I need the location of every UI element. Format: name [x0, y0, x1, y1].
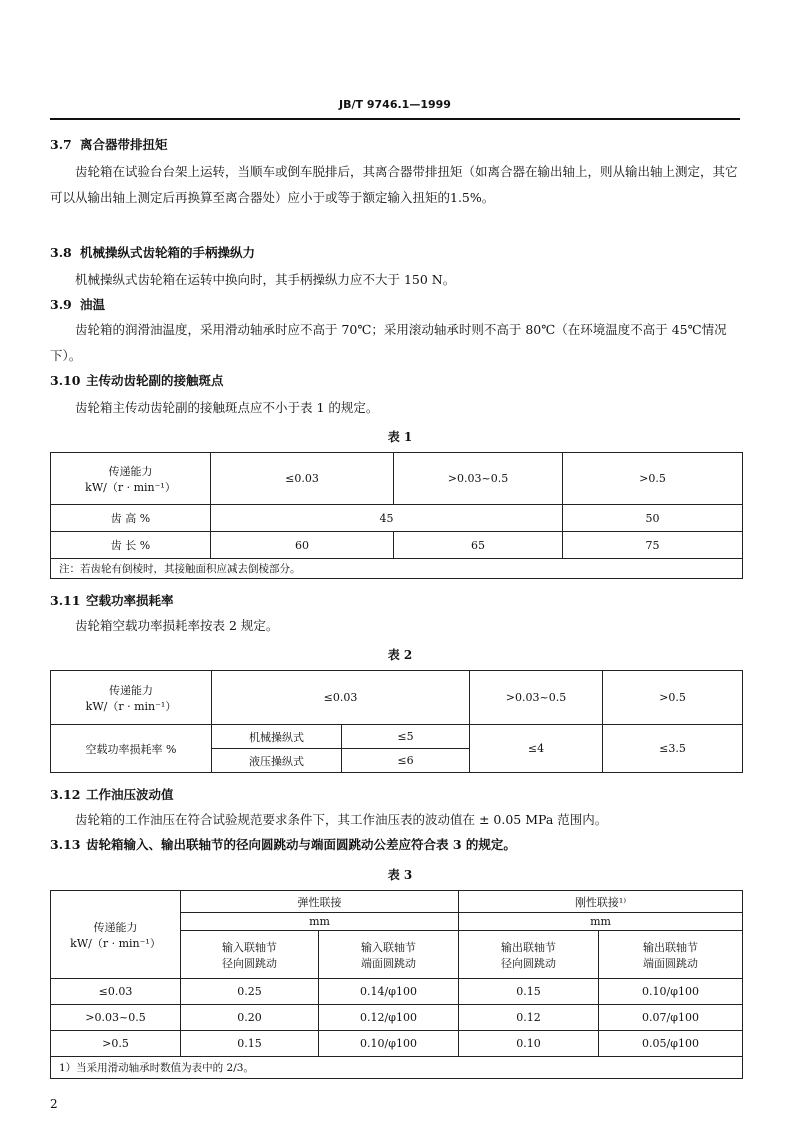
standard-header: JB/T 9746.1—1999: [339, 98, 451, 111]
section-3-12-body: 齿轮箱的工作油压在符合试验规范要求条件下，其工作油压表的波动值在 ± 0.05 MPa 范围内。: [75, 812, 608, 827]
table-cell: 0.10/φ100: [319, 1031, 459, 1057]
table-cell: ≤3.5: [603, 725, 743, 773]
header-cell: 刚性联接¹⁾: [459, 891, 743, 913]
section-number: 3.9: [50, 297, 72, 312]
table-3: [50, 890, 743, 1079]
header-cell: >0.5: [603, 671, 743, 725]
table-cell: 液压操纵式: [212, 749, 342, 773]
table-cell: >0.5: [51, 1031, 181, 1057]
section-3-9-body: 齿轮箱的润滑油温度，采用滑动轴承时应不高于 70℃；采用滚动轴承时则不高于 80℃（在环境温度不高于 45℃情况下）。: [50, 322, 727, 363]
table-2-caption: 表 2: [387, 648, 413, 662]
section-title: 空载功率损耗率: [86, 593, 174, 608]
header-cell: 弹性联接: [181, 891, 459, 913]
header-cell: >0.03~0.5: [394, 453, 563, 505]
table-cell: 0.10: [459, 1031, 599, 1057]
table-2: [50, 670, 743, 773]
section-3-12-heading: [50, 786, 174, 804]
unit-cell: mm: [181, 913, 459, 931]
table-note: 1）当采用滑动轴承时数值为表中的 2/3。: [51, 1057, 743, 1079]
header-rule: [50, 118, 740, 120]
table-cell: 0.20: [181, 1005, 319, 1031]
table-row: [51, 979, 743, 1005]
section-title: 油温: [80, 297, 106, 312]
table-row: [51, 1031, 743, 1057]
row-label: 齿 高 %: [51, 505, 211, 532]
table-cell: 0.15: [459, 979, 599, 1005]
table-cell: 0.14/φ100: [319, 979, 459, 1005]
section-title: 齿轮箱输入、输出联轴节的径向圆跳动与端面圆跳动公差应符合表 3 的规定。: [86, 837, 516, 852]
section-title: 工作油压波动值: [86, 787, 174, 802]
table-row: [51, 891, 743, 913]
table-1-caption: 表 1: [387, 430, 413, 444]
table-cell: ≤6: [342, 749, 470, 773]
table-row: [51, 1005, 743, 1031]
header-cell: 输入联轴节 端面圆跳动: [319, 931, 459, 979]
table-1: [50, 452, 743, 579]
table-row: [51, 559, 743, 579]
section-3-7-heading: [50, 136, 168, 154]
header-cell: >0.03~0.5: [470, 671, 603, 725]
section-title: 机械操纵式齿轮箱的手柄操纵力: [80, 245, 256, 260]
unit-cell: mm: [459, 913, 743, 931]
table-row: [51, 725, 743, 749]
table-cell: 0.05/φ100: [599, 1031, 743, 1057]
table-cell: 75: [563, 532, 743, 559]
table-cell: 60: [211, 532, 394, 559]
section-number: 3.12: [50, 787, 81, 802]
section-3-9-heading: [50, 296, 105, 314]
section-3-10-heading: [50, 372, 224, 390]
section-number: 3.13: [50, 837, 81, 852]
table-cell: 0.12/φ100: [319, 1005, 459, 1031]
header-cell: ≤0.03: [212, 671, 470, 725]
table-cell: 0.07/φ100: [599, 1005, 743, 1031]
table-cell: ≤4: [470, 725, 603, 773]
table-cell: >0.03~0.5: [51, 1005, 181, 1031]
table-cell: 50: [563, 505, 743, 532]
table-cell: 45: [211, 505, 563, 532]
table-cell: 65: [394, 532, 563, 559]
table-row: [51, 453, 743, 505]
header-cell: 输入联轴节 径向圆跳动: [181, 931, 319, 979]
section-number: 3.10: [50, 373, 81, 388]
section-3-11-heading: [50, 592, 174, 610]
table-row: [51, 1057, 743, 1079]
table-cell: 0.15: [181, 1031, 319, 1057]
section-3-7-body: 齿轮箱在试验台台架上运转，当顺车或倒车脱排后，其离合器带排扭矩（如离合器在输出轴上，则从输出轴上测定，其它可以从输出轴上测定后再换算至离合器处）应小于或等于额定输入扭矩的1.5%。: [50, 164, 738, 205]
table-cell: 0.12: [459, 1005, 599, 1031]
table-row: [51, 532, 743, 559]
table-cell: ≤5: [342, 725, 470, 749]
table-cell: 0.25: [181, 979, 319, 1005]
header-cell: 输出联轴节 径向圆跳动: [459, 931, 599, 979]
section-3-10-body: 齿轮箱主传动齿轮副的接触斑点应不小于表 1 的规定。: [75, 400, 379, 415]
section-3-13-heading: [50, 836, 516, 854]
header-cell: 传递能力 kW/（r · min⁻¹）: [51, 891, 181, 979]
table-cell: ≤0.03: [51, 979, 181, 1005]
section-title: 离合器带排扭矩: [80, 137, 168, 152]
section-number: 3.7: [50, 137, 72, 152]
section-3-8-body: 机械操纵式齿轮箱在运转中换向时，其手柄操纵力应不大于 150 N。: [75, 272, 456, 287]
header-cell: 输出联轴节 端面圆跳动: [599, 931, 743, 979]
row-label: 齿 长 %: [51, 532, 211, 559]
table-3-caption: 表 3: [387, 868, 413, 882]
header-cell: 传递能力 kW/（r · min⁻¹）: [51, 671, 212, 725]
table-cell: 0.10/φ100: [599, 979, 743, 1005]
table-cell: 机械操纵式: [212, 725, 342, 749]
header-cell: >0.5: [563, 453, 743, 505]
header-cell: ≤0.03: [211, 453, 394, 505]
section-number: 3.11: [50, 593, 81, 608]
section-title: 主传动齿轮副的接触斑点: [86, 373, 224, 388]
row-label: 空载功率损耗率 %: [51, 725, 212, 773]
table-row: [51, 505, 743, 532]
header-cell: 传递能力 kW/（r · min⁻¹）: [51, 453, 211, 505]
section-3-11-body: 齿轮箱空载功率损耗率按表 2 规定。: [75, 618, 279, 633]
table-row: [51, 671, 743, 725]
page-number: 2: [50, 1097, 58, 1111]
section-3-8-heading: [50, 244, 255, 262]
section-number: 3.8: [50, 245, 72, 260]
table-note: 注：若齿轮有倒棱时，其接触面积应减去倒棱部分。: [51, 559, 743, 579]
